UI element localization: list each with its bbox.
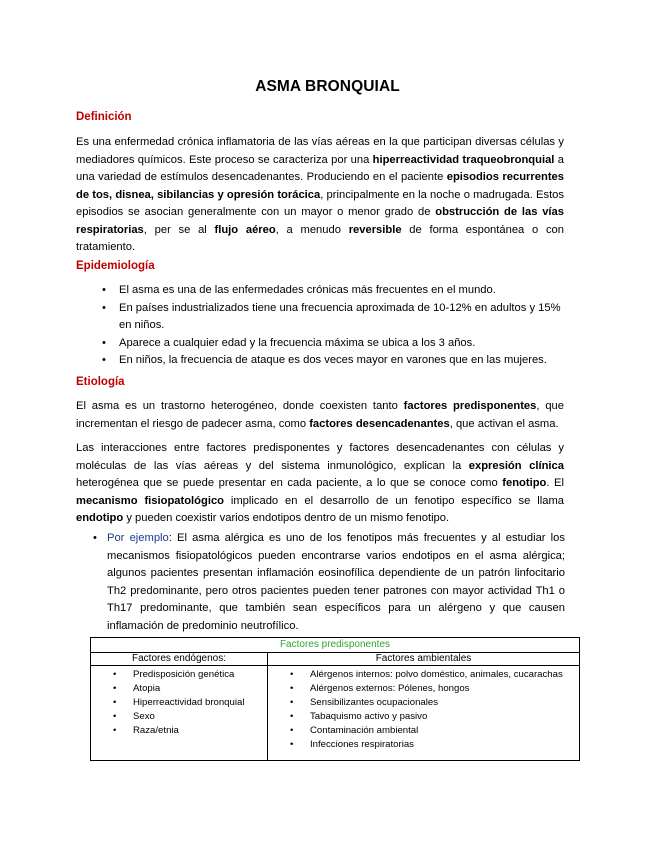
bullet-icon: •: [93, 532, 97, 544]
bullet-icon: •: [290, 739, 294, 750]
list-item: • Alérgenos externos: Pólenes, hongos: [290, 683, 470, 694]
col-header-ambientales: Factores ambientales: [268, 653, 580, 666]
list-item: • El asma es una de las enfermedades crónicas más frecuentes en el mundo.: [76, 282, 566, 300]
bullet-icon: •: [113, 725, 117, 736]
bullet-icon: •: [113, 683, 117, 694]
list-item: • En niños, la frecuencia de ataque es dos veces mayor en varones que en las mujeres.: [76, 352, 566, 370]
list-item: • Tabaquismo activo y pasivo: [290, 711, 428, 722]
ambientales-cell: [268, 666, 580, 761]
list-item: • Infecciones respiratorias: [290, 739, 414, 750]
list-item: • Raza/etnia: [113, 725, 179, 736]
bullet-icon: •: [102, 336, 106, 349]
factores-table: [90, 637, 580, 761]
list-item: • Alérgenos internos: polvo doméstico, animales, cucarachas: [290, 669, 563, 680]
bullet-icon: •: [290, 669, 294, 680]
definicion-paragraph: Es una enfermedad crónica inflamatoria de las vías aéreas en la que participan diversas células y mediadores químicos. Este proceso se caracteriza por una hiperreactividad traqueobronquial a una variedad de estímulos desencadenantes. Produciendo en el paciente episodios recurrentes de tos, disnea, sibilancias y opresión torácica, principalmente en la noche o madrugada. Estos episodios se asocian generalmente con un mayor o menor grado de obstrucción de las vías respiratorias, per se al flujo aéreo, a menudo reversible de forma espontánea o con tratamiento.: [76, 136, 565, 253]
bullet-icon: •: [290, 711, 294, 722]
etiologia-paragraph-2: Las interacciones entre factores predisponentes y factores desencadenantes con células y moléculas de las vías aéreas y del sistema inmunológico, explican la expresión clínica heterogénea que se puede presentar en cada paciente, a lo que se conoce como fenotipo. El mecanismo fisiopatológico implicado en el desarrollo de un fenotipo específico se llama endotipo y pueden coexistir varios endotipos dentro de un mismo fenotipo.: [76, 442, 564, 524]
list-item: • Aparece a cualquier edad y la frecuencia máxima se ubica a los 3 años.: [76, 335, 566, 353]
heading-etiologia: Etiología: [76, 376, 125, 388]
heading-definicion: Definición: [76, 111, 132, 123]
bullet-icon: •: [290, 725, 294, 736]
example-bullet: • Por ejemplo: El asma alérgica es uno de los fenotipos más frecuentes y al estudiar los mecanismos fisiopatológicos pueden encontrarse varios endotipos en el asma alérgica; algunos pacientes presentan inflamación eosinofílica dependiente de un patrón linfocitario Th2 predominante, pero otros pacientes pueden tener patrones con mayor actividad Th1 o Th17 predominante, que también sean específicos para un alérgeno y que causen inflamación de predominio neutrofílico.: [93, 532, 565, 632]
list-item: • Contaminación ambiental: [290, 725, 419, 736]
list-item: • Atopia: [113, 683, 161, 694]
bullet-icon: •: [290, 697, 294, 708]
bullet-icon: •: [102, 284, 106, 296]
bullet-icon: •: [113, 711, 117, 722]
heading-epidemiologia: Epidemiología: [76, 260, 155, 272]
table-title: Factores predisponentes: [91, 638, 580, 653]
list-item: • Sensibilizantes ocupacionales: [290, 697, 438, 708]
bullet-icon: •: [290, 683, 294, 694]
epidemiologia-list: [76, 282, 566, 370]
endogenos-cell: [91, 666, 268, 761]
list-item: • Sexo: [113, 711, 155, 722]
list-item: • En países industrializados tiene una frecuencia aproximada de 10-12% en adultos y 15% en niños.: [102, 301, 561, 331]
col-header-endogenos: Factores endógenos:: [91, 653, 268, 666]
bullet-icon: •: [113, 669, 117, 680]
bullet-icon: •: [102, 301, 106, 314]
list-item: • Hiperreactividad bronquial: [113, 697, 245, 708]
bullet-icon: •: [113, 697, 117, 708]
bullet-icon: •: [102, 354, 106, 366]
page-title: ASMA BRONQUIAL: [255, 78, 400, 95]
list-item: • Predisposición genética: [113, 669, 235, 680]
etiologia-paragraph-1: El asma es un trastorno heterogéneo, donde coexisten tanto factores predisponentes, que incrementan el riesgo de padecer asma, como factores desencadenantes, que activan el asma.: [76, 400, 564, 430]
